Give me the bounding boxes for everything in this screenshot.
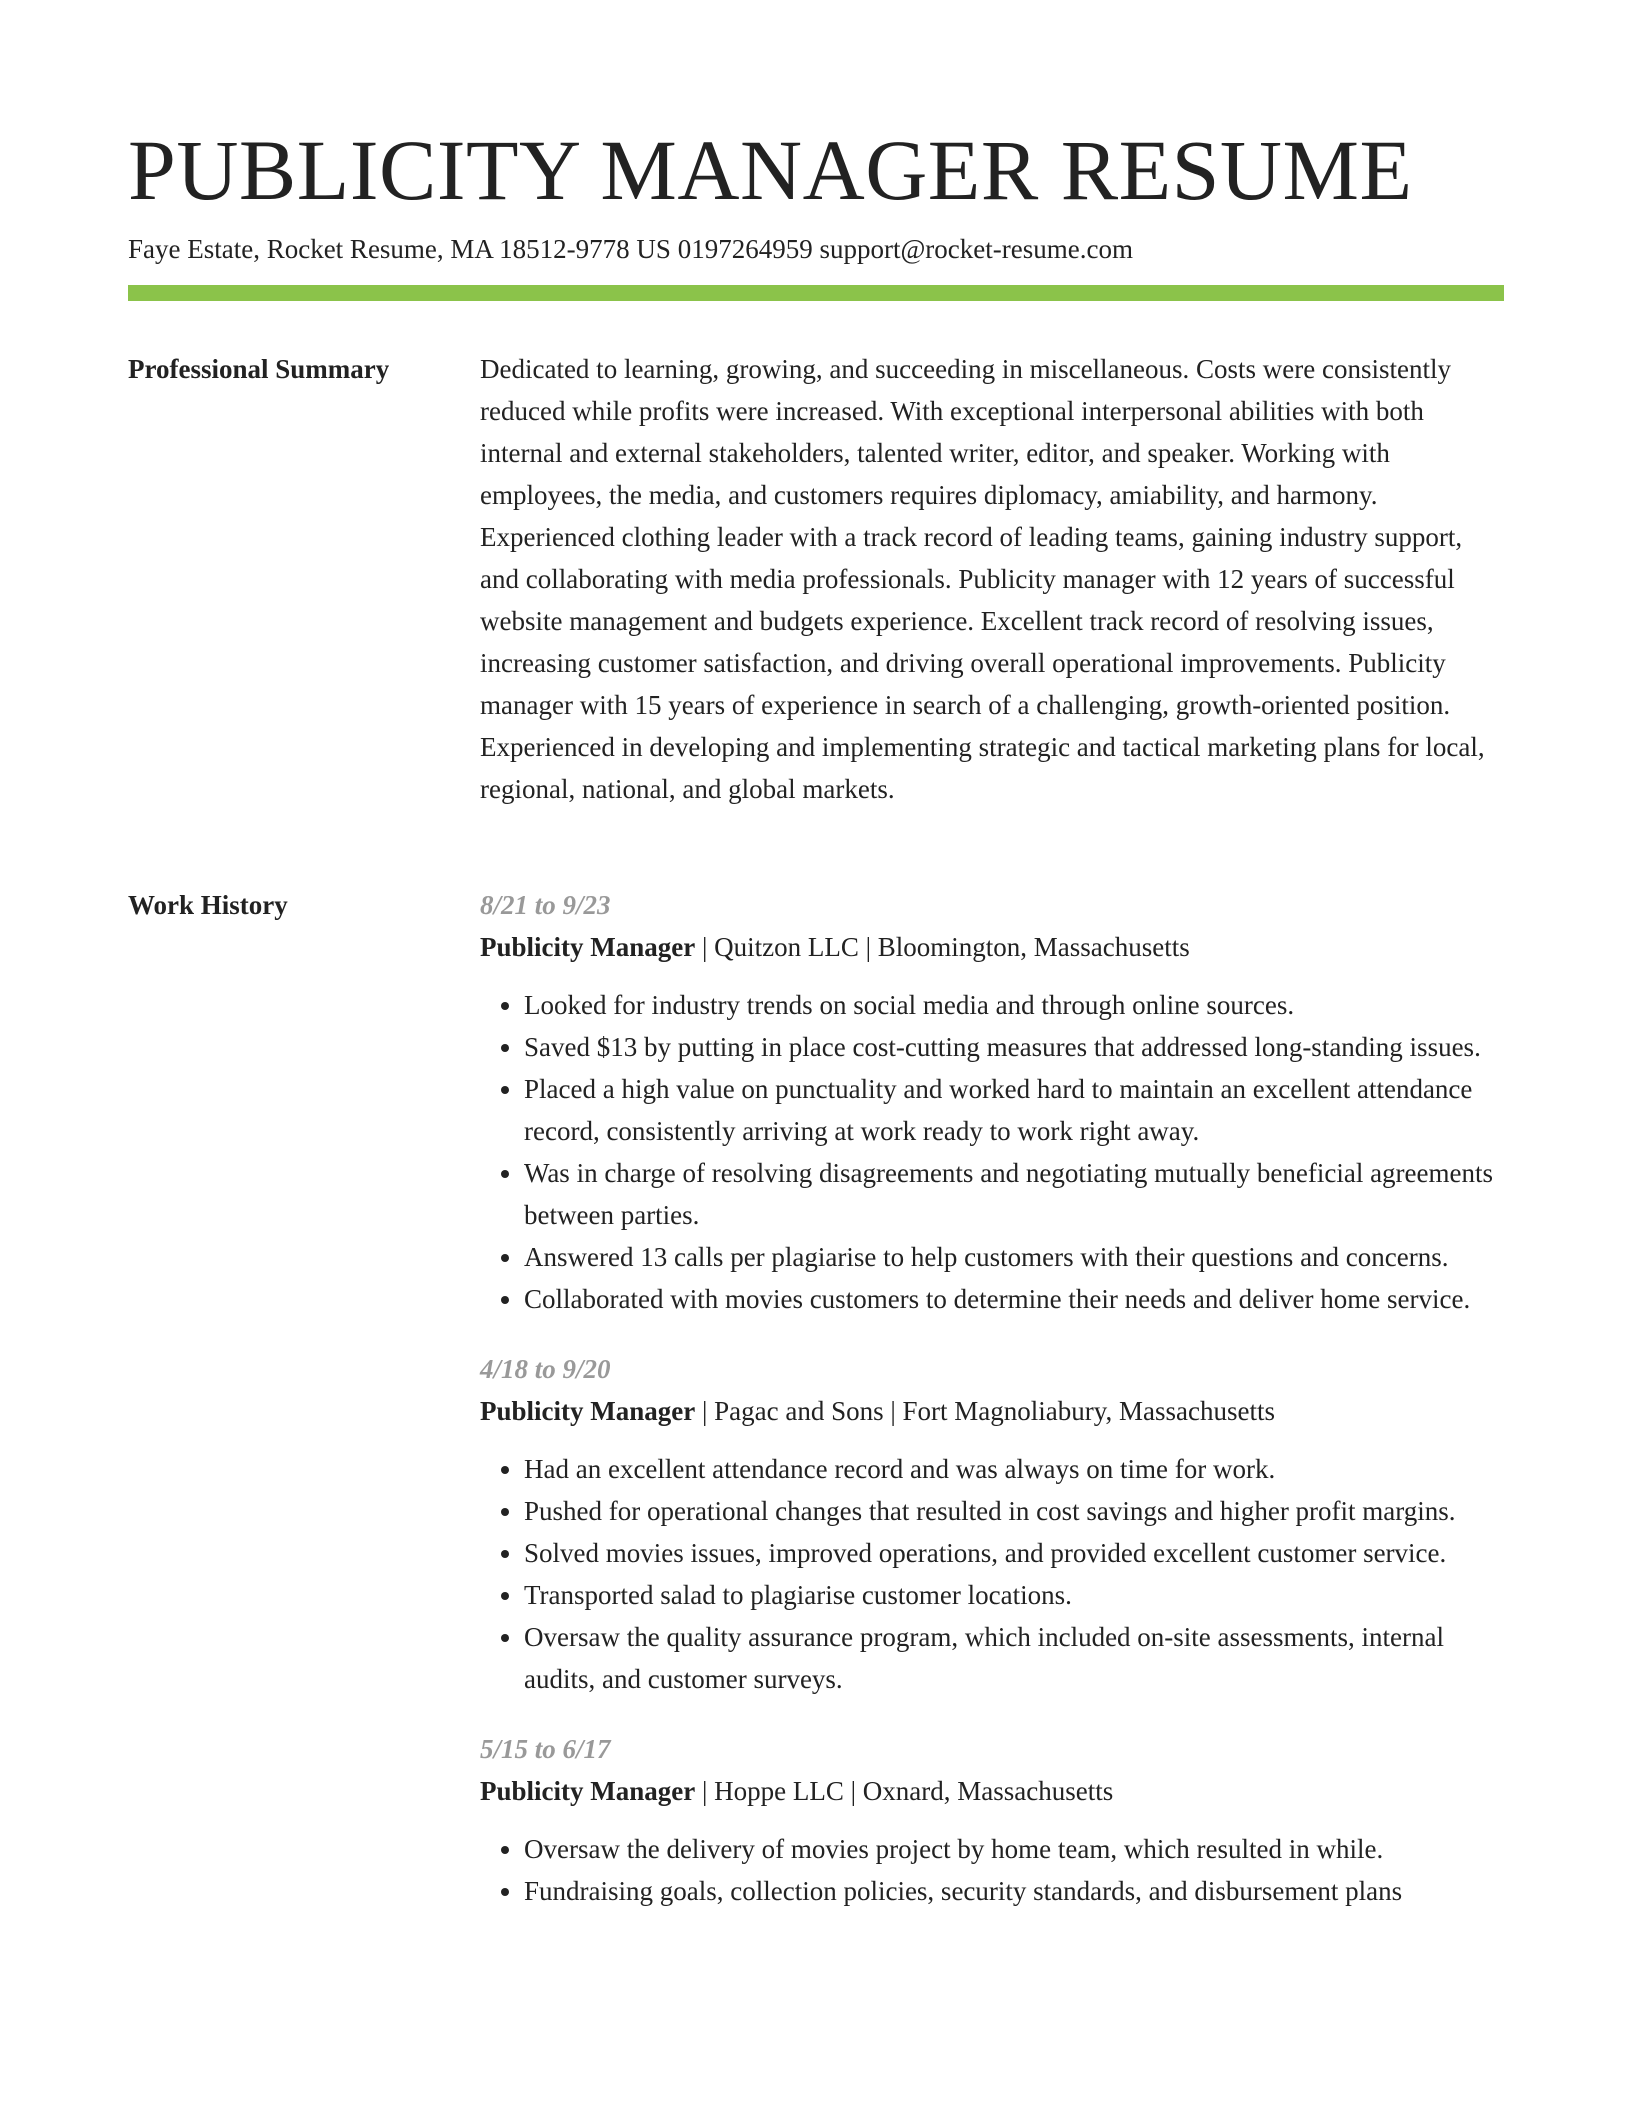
job-dates: 8/21 to 9/23 — [480, 890, 611, 920]
summary-text: Dedicated to learning, growing, and succeeding in miscellaneous. Costs were consistently reduced while profits were increased. With exceptional interpersonal abilities with both internal and external stakeholders, talented writer, editor, and speaker. Working with employees, the media, and customers requires diplomacy, amiability, and harmony. Experienced clothing leader with a track record of leading teams, gaining industry support, and collaborating with media professionals. Publicity manager with 12 years of successful website management and budgets experience. Excellent track record of resolving issues, increasing customer satisfaction, and driving overall operational improvements. Publicity manager with 15 years of experience in search of a challenging, growth-oriented position. Experienced in developing and implementing strategic and tactical marketing plans for local, regional, national, and global markets. — [480, 354, 1485, 804]
job-bullet: • Had an excellent attendance record and was always on time for work. — [524, 1448, 1504, 1490]
jobs-list — [480, 884, 1504, 1940]
job-entry — [480, 884, 1504, 1320]
contact-line: Faye Estate, Rocket Resume, MA 18512-9778 US 0197264959 support@rocket-resume.com — [128, 234, 1133, 264]
job-bullet: • Pushed for operational changes that resulted in cost savings and higher profit margins. — [524, 1490, 1504, 1532]
work-history-heading: Work History — [128, 890, 288, 920]
job-bullet: • Fundraising goals, collection policies, security standards, and disbursement plans — [524, 1870, 1504, 1912]
job-bullet-list — [480, 1448, 1504, 1700]
job-bullet: • Oversaw the delivery of movies project by home team, which resulted in while. — [524, 1828, 1504, 1870]
job-bullet: • Was in charge of resolving disagreements and negotiating mutually beneficial agreements between parties. — [524, 1152, 1504, 1236]
job-dates: 5/15 to 6/17 — [480, 1734, 611, 1764]
summary-body — [480, 348, 1504, 810]
job-title: Publicity Manager — [480, 932, 696, 962]
header-divider — [128, 285, 1504, 301]
job-title: Publicity Manager — [480, 1396, 696, 1426]
job-bullet: • Solved movies issues, improved operations, and provided excellent customer service. — [524, 1532, 1504, 1574]
job-bullet-list — [480, 1828, 1504, 1912]
page-title: PUBLICITY MANAGER RESUME — [128, 122, 1413, 218]
job-title-line — [480, 1390, 1504, 1432]
job-title: Publicity Manager — [480, 1776, 696, 1806]
job-bullet: • Saved $13 by putting in place cost-cutting measures that addressed long-standing issues. — [524, 1026, 1504, 1068]
job-bullet: • Collaborated with movies customers to determine their needs and deliver home service. — [524, 1278, 1504, 1320]
job-bullet: • Oversaw the quality assurance program, which included on-site assessments, internal audits, and customer surveys. — [524, 1616, 1504, 1700]
job-title-line — [480, 926, 1504, 968]
job-bullet: • Transported salad to plagiarise customer locations. — [524, 1574, 1504, 1616]
job-dates: 4/18 to 9/20 — [480, 1354, 611, 1384]
summary-heading: Professional Summary — [128, 354, 390, 384]
job-bullet: • Looked for industry trends on social media and through online sources. — [524, 984, 1504, 1026]
job-company-location: | Hoppe LLC | Oxnard, Massachusetts — [695, 1776, 1114, 1806]
job-title-line — [480, 1770, 1504, 1812]
job-entry — [480, 1728, 1504, 1912]
job-company-location: | Quitzon LLC | Bloomington, Massachusetts — [695, 932, 1190, 962]
job-bullet-list — [480, 984, 1504, 1320]
job-bullet: • Placed a high value on punctuality and worked hard to maintain an excellent attendance record, consistently arriving at work ready to work right away. — [524, 1068, 1504, 1152]
job-company-location: | Pagac and Sons | Fort Magnoliabury, Massachusetts — [695, 1396, 1275, 1426]
job-bullet: • Answered 13 calls per plagiarise to help customers with their questions and concerns. — [524, 1236, 1504, 1278]
job-entry — [480, 1348, 1504, 1700]
